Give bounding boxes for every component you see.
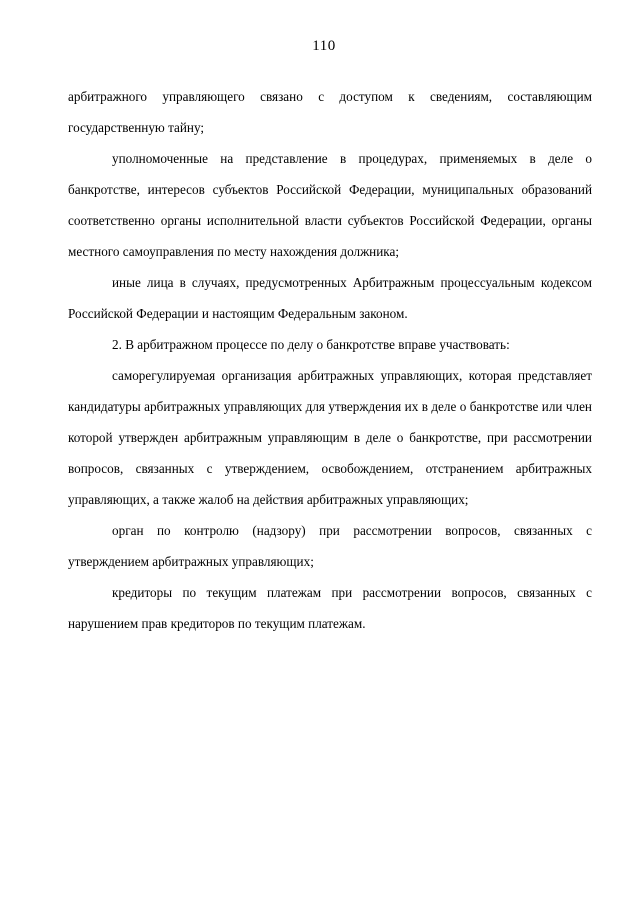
paragraph: саморегулируемая организация арбитражных управляющих, которая представляет кандидатуры арбитражных управляющих для утверждения их в деле о банкротстве или член которой утвержден арбитражным управляющим в деле о банкротстве, при рассмотрении вопросов, связанных с утверждением, освобождением, отстранением арбитражных управляющих, а также жалоб на действия арбитражных управляющих;	[68, 368, 592, 507]
page-number: 110	[312, 38, 336, 54]
paragraph: иные лица в случаях, предусмотренных Арбитражным процессуальным кодексом Российской Федерации и настоящим Федеральным законом.	[68, 275, 592, 321]
paragraph: 2. В арбитражном процессе по делу о банкротстве вправе участвовать:	[112, 337, 510, 352]
paragraph: уполномоченные на представление в процедурах, применяемых в деле о банкротстве, интересов субъектов Российской Федерации, муниципальных образований соответственно органы исполнительной власти субъектов Российской Федерации, органы местного самоуправления по месту нахождения должника;	[68, 151, 592, 259]
document-body	[68, 81, 592, 639]
paragraph: арбитражного управляющего связано с доступом к сведениям, составляющим государственную тайну;	[68, 89, 592, 135]
paragraph: орган по контролю (надзору) при рассмотрении вопросов, связанных с утверждением арбитражных управляющих;	[68, 523, 592, 569]
paragraph: кредиторы по текущим платежам при рассмотрении вопросов, связанных с нарушением прав кредиторов по текущим платежам.	[68, 585, 592, 631]
